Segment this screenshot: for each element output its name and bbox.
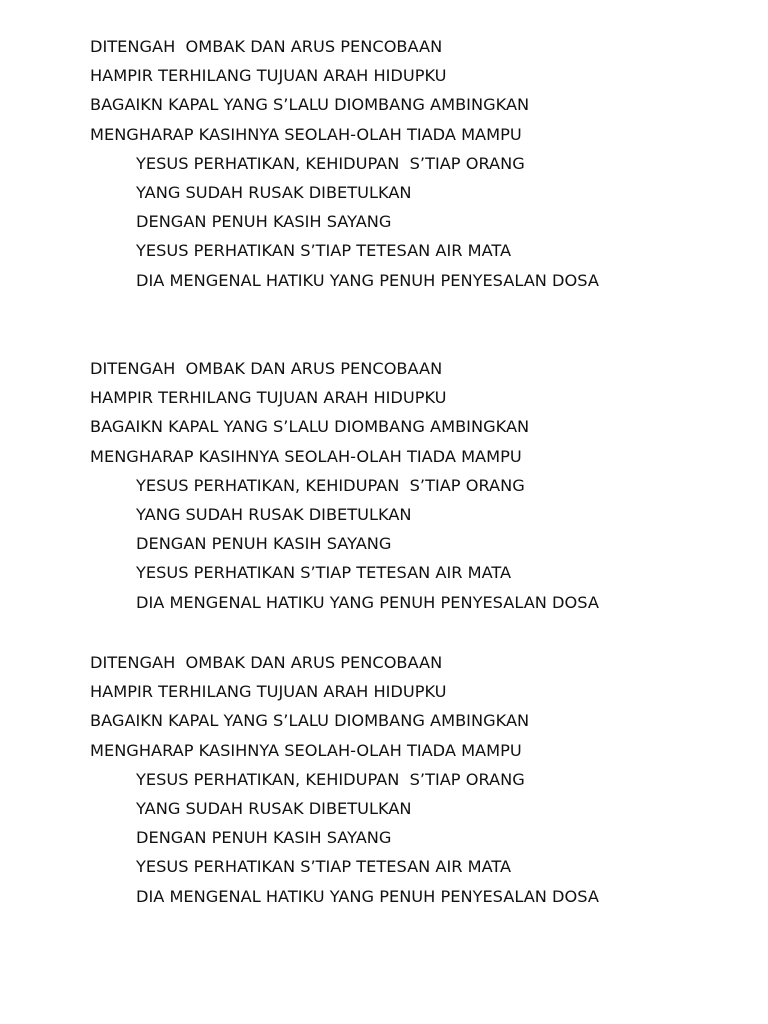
stanza-1 [90,32,750,295]
lyric-line-indented: DENGAN PENUH KASIH SAYANG [136,828,392,848]
lyric-line: DITENGAH OMBAK DAN ARUS PENCOBAAN [90,359,443,378]
lyric-line: BAGAIKN KAPAL YANG S’LALU DIOMBANG AMBINGKAN [90,417,530,437]
stanza-3 [90,648,750,911]
lyric-line-indented: DIA MENGENAL HATIKU YANG PENUH PENYESALAN DOSA [136,886,599,906]
lyric-line-indented: YESUS PERHATIKAN, KEHIDUPAN S’TIAP ORANG [136,769,525,789]
lyric-line: DITENGAH OMBAK DAN ARUS PENCOBAAN [90,37,443,56]
lyric-line-indented: YESUS PERHATIKAN S’TIAP TETESAN AIR MATA [136,241,512,261]
lyric-line-indented: YANG SUDAH RUSAK DIBETULKAN [136,182,412,202]
lyric-line-indented: DIA MENGENAL HATIKU YANG PENUH PENYESALAN DOSA [136,592,599,612]
lyric-line: MENGHARAP KASIHNYA SEOLAH-OLAH TIADA MAMPU [90,446,522,466]
lyric-line: MENGHARAP KASIHNYA SEOLAH-OLAH TIADA MAMPU [90,740,522,760]
lyric-line: MENGHARAP KASIHNYA SEOLAH-OLAH TIADA MAMPU [90,124,522,144]
lyric-line: DITENGAH OMBAK DAN ARUS PENCOBAAN [90,653,443,672]
lyric-line-indented: DENGAN PENUH KASIH SAYANG [136,212,392,232]
lyric-line-indented: YANG SUDAH RUSAK DIBETULKAN [136,798,412,818]
lyric-line: HAMPIR TERHILANG TUJUAN ARAH HIDUPKU [90,66,447,86]
lyric-line: HAMPIR TERHILANG TUJUAN ARAH HIDUPKU [90,682,447,702]
lyric-line-indented: DENGAN PENUH KASIH SAYANG [136,534,392,554]
lyric-line: BAGAIKN KAPAL YANG S’LALU DIOMBANG AMBINGKAN [90,711,530,731]
lyric-line-indented: YESUS PERHATIKAN S’TIAP TETESAN AIR MATA [136,563,512,583]
lyric-line-indented: YESUS PERHATIKAN S’TIAP TETESAN AIR MATA [136,857,512,877]
lyric-line-indented: YESUS PERHATIKAN, KEHIDUPAN S’TIAP ORANG [136,153,525,173]
lyric-line: BAGAIKN KAPAL YANG S’LALU DIOMBANG AMBINGKAN [90,95,530,115]
stanza-2 [90,354,750,617]
lyric-line-indented: YANG SUDAH RUSAK DIBETULKAN [136,504,412,524]
lyric-line: HAMPIR TERHILANG TUJUAN ARAH HIDUPKU [90,388,447,408]
lyric-line-indented: DIA MENGENAL HATIKU YANG PENUH PENYESALAN DOSA [136,270,599,290]
lyric-line-indented: YESUS PERHATIKAN, KEHIDUPAN S’TIAP ORANG [136,475,525,495]
